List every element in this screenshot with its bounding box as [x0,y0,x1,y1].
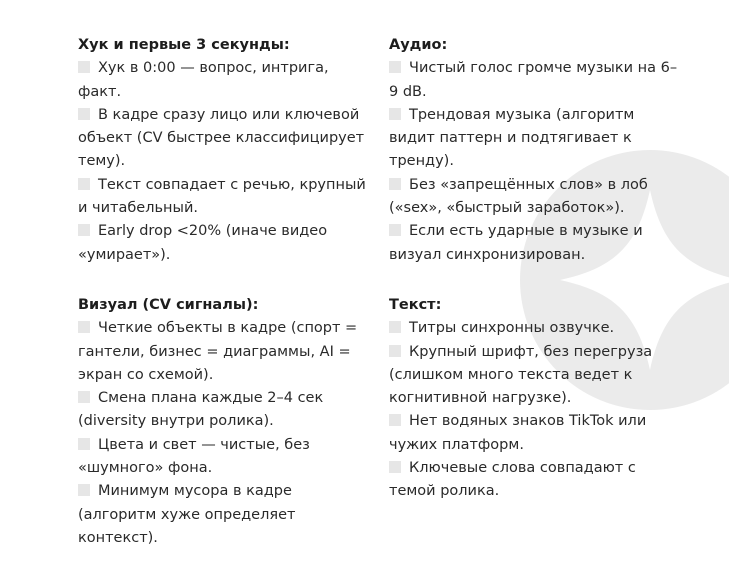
list-item [389,57,679,104]
checkbox-icon [389,178,401,190]
item-text: Трендовая музыка (алгоритм видит паттерн и подтягивает к тренду). [389,106,635,170]
list-item [78,480,368,550]
item-text: Если есть ударные в музыке и визуал синхронизирован. [389,223,643,263]
list-item [389,457,679,504]
item-text: В кадре сразу лицо или ключевой объект (CV быстрее классифицирует тему). [78,106,365,170]
section-title: Текст: [389,296,442,313]
checkbox-icon [389,414,401,426]
checkbox-icon [389,345,401,357]
list-item [78,220,368,267]
checkbox-icon [78,178,90,190]
section-hook [78,34,368,267]
item-text: Четкие объекты в кадре (спорт = гантели, бизнес = диаграммы, AI = экран со схемой). [78,320,358,383]
checkbox-icon [389,321,401,333]
list-item [78,434,368,481]
list-item [389,317,679,340]
item-text: Без «запрещённых слов» в лоб («sex», «быстрый заработок»). [389,176,648,217]
section-visual [78,294,368,550]
item-text: Цвета и свет — чистые, без «шумного» фона. [78,436,310,477]
checkbox-icon [78,108,90,120]
section-text [389,294,679,504]
right-column [389,34,679,531]
list-item [78,317,368,387]
section-title: Хук и первые 3 секунды: [78,37,290,53]
list-item [389,220,679,267]
list-item [78,104,368,174]
list-item [78,387,368,434]
checkbox-icon [78,224,90,236]
checkbox-icon [389,108,401,120]
checkbox-icon [78,61,90,73]
item-text: Минимум мусора в кадре (алгоритм хуже определяет контекст). [78,483,296,546]
item-text: Текст совпадает с речью, крупный и читабельный. [78,176,366,217]
section-audio [389,34,679,267]
item-text: Хук в 0:00 — вопрос, интрига, факт. [78,60,329,100]
list-item [389,174,679,221]
checkbox-icon [389,61,401,73]
item-text: Титры синхронны озвучке. [409,320,615,337]
item-text: Ключевые слова совпадают с темой ролика. [389,460,636,500]
item-text: Смена плана каждые 2–4 сек (diversity внутри ролика). [78,390,324,430]
checkbox-icon [389,461,401,473]
section-title: Визуал (CV сигналы): [78,296,259,313]
item-text: Крупный шрифт, без перегруза (слишком много текста ведет к когнитивной нагрузке). [389,343,653,407]
list-item [389,341,679,411]
list-item [389,104,679,174]
checkbox-icon [78,391,90,403]
checkbox-icon [389,224,401,236]
checkbox-icon [78,438,90,450]
list-item [389,410,679,457]
item-text: Early drop <20% (иначе видео «умирает»). [78,223,328,263]
left-column [78,34,368,577]
checkbox-icon [78,484,90,496]
list-item [78,57,368,104]
checkbox-icon [78,321,90,333]
section-title: Аудио: [389,37,448,53]
item-text: Нет водяных знаков TikTok или чужих платформ. [389,413,647,453]
item-text: Чистый голос громче музыки на 6–9 dB. [389,60,678,100]
list-item [78,174,368,221]
